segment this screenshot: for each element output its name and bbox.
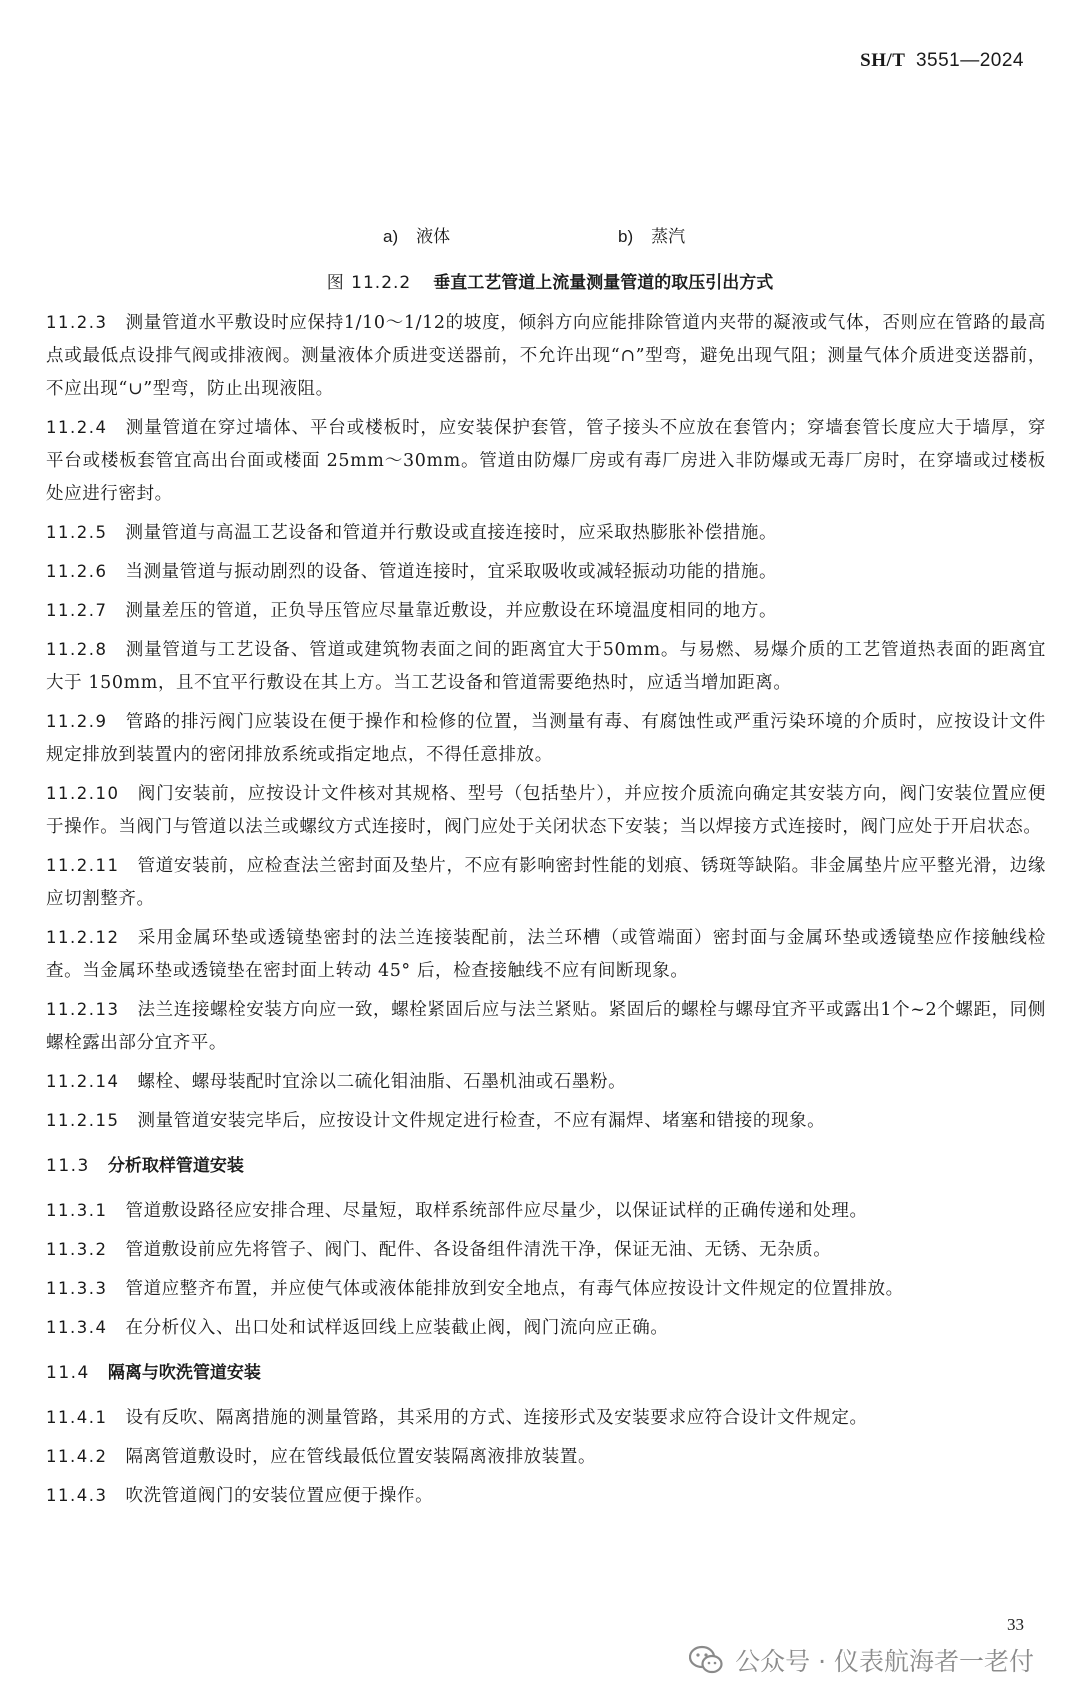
watermark-text: 公众号 · 仪表航海者一老付: [735, 1647, 1034, 1676]
clause-text: 测量管道在穿过墙体、平台或楼板时，应安装保护套管，管子接头不应放在套管内；穿墙套管长度应大于墙厚，穿平台或楼板套管宜高出台面或楼面 25mm～30mm。管道由防爆厂房或有毒厂房进入非防爆或无毒厂房时，在穿墙或过楼板处应进行密封。: [46, 418, 1046, 504]
figure-title-text: 垂直工艺管道上流量测量管道的取压引出方式: [433, 273, 774, 293]
clause-number: 11.2.10: [46, 784, 120, 803]
clause-number: 11.4.2: [46, 1447, 108, 1466]
clause-text: 管道敷设路径应安排合理、尽量短，取样系统部件应尽量少，以保证试样的正确传递和处理。: [125, 1201, 868, 1221]
clause-number: 11.2.5: [46, 523, 108, 542]
clause-number: 11.2.13: [46, 1000, 120, 1019]
clause-paragraph: [46, 516, 1046, 550]
clause-number: 11.2.8: [46, 640, 108, 659]
standard-prefix: SH/T: [860, 50, 906, 71]
clause-text: 测量管道水平敷设时应保持1/10～1/12的坡度，倾斜方向应能排除管道内夹带的凝液或气体，否则应在管路的最高点或最低点设排气阀或排液阀。测量液体介质进变送器前，不允许出现“∩”型弯，避免出现气阻；测量气体介质进变送器前，不应出现“∪”型弯，防止出现液阻。: [46, 313, 1046, 399]
standard-code: [860, 50, 1024, 72]
clause-text: 阀门安装前，应按设计文件核对其规格、型号（包括垫片），并应按介质流向确定其安装方向，阀门安装位置应便于操作。当阀门与管道以法兰或螺纹方式连接时，阀门应处于关闭状态下安装；当以焊接方式连接时，阀门应处于开启状态。: [46, 784, 1046, 837]
clause-text: 管道敷设前应先将管子、阀门、配件、各设备组件清洗干净，保证无油、无锈、无杂质。: [125, 1240, 832, 1260]
clause-text: 在分析仪入、出口处和试样返回线上应装截止阀，阀门流向应正确。: [125, 1318, 669, 1338]
clause-number: 11.3.1: [46, 1201, 108, 1220]
section-heading-11-4: [46, 1358, 1046, 1388]
clause-text: 测量差压的管道，正负导压管应尽量靠近敷设，并应敷设在环境温度相同的地方。: [125, 601, 778, 621]
clause-number: 11.2.9: [46, 712, 108, 731]
clause-number: 11.2.4: [46, 418, 108, 437]
clause-paragraph: [46, 1479, 1046, 1513]
figure-number: 图 11.2.2: [326, 273, 412, 293]
clause-paragraph: [46, 1401, 1046, 1435]
clause-paragraph: [46, 1440, 1046, 1474]
clause-paragraph: [46, 594, 1046, 628]
clause-text: 管道安装前，应检查法兰密封面及垫片，不应有影响密封性能的划痕、锈斑等缺陷。非金属垫片应平整光滑，边缘应切割整齐。: [46, 856, 1046, 909]
clause-number: 11.2.3: [46, 313, 108, 332]
clause-paragraph: [46, 1194, 1046, 1228]
caption-b-text: 蒸汽: [651, 227, 686, 247]
caption-a-text: 液体: [416, 227, 451, 247]
caption-b-key: b): [618, 227, 634, 246]
clause-list-11-3: [46, 1194, 1046, 1345]
clause-paragraph: [46, 1065, 1046, 1099]
clause-text: 法兰连接螺栓安装方向应一致，螺栓紧固后应与法兰紧贴。紧固后的螺栓与螺母宜齐平或露出1个~2个螺距，同侧螺栓露出部分宜齐平。: [46, 1000, 1046, 1053]
watermark: [689, 1642, 1034, 1678]
clause-number: 11.3.4: [46, 1318, 108, 1337]
clause-number: 11.2.14: [46, 1072, 120, 1091]
clause-number: 11.2.15: [46, 1111, 120, 1130]
clause-paragraph: [46, 555, 1046, 589]
page-number: 33: [1007, 1615, 1024, 1634]
clause-text: 吹洗管道阀门的安装位置应便于操作。: [125, 1486, 434, 1506]
section-title: 分析取样管道安装: [107, 1156, 244, 1176]
clause-text: 管路的排污阀门应装设在便于操作和检修的位置，当测量有毒、有腐蚀性或严重污染环境的介质时，应按设计文件规定排放到装置内的密闭排放系统或指定地点，不得任意排放。: [46, 712, 1046, 765]
clause-text: 隔离管道敷设时，应在管线最低位置安装隔离液排放装置。: [125, 1447, 597, 1467]
clause-text: 测量管道安装完毕后，应按设计文件规定进行检查，不应有漏焊、堵塞和错接的现象。: [137, 1111, 826, 1131]
clause-list-11-2: [46, 306, 1046, 1138]
clause-list-11-4: [46, 1401, 1046, 1513]
section-number: 11.3: [46, 1156, 90, 1176]
caption-a-key: a): [383, 227, 399, 246]
clause-paragraph: [46, 1272, 1046, 1306]
clause-paragraph: [46, 411, 1046, 511]
clause-number: 11.3.3: [46, 1279, 108, 1298]
standard-number: 3551—2024: [915, 50, 1024, 71]
clause-paragraph: [46, 705, 1046, 772]
section-heading-11-3: [46, 1151, 1046, 1181]
clause-text: 螺栓、螺母装配时宜涂以二硫化钼油脂、石墨机油或石墨粉。: [137, 1072, 627, 1092]
clause-number: 11.3.2: [46, 1240, 108, 1259]
clause-number: 11.4.3: [46, 1486, 108, 1505]
section-title: 隔离与吹洗管道安装: [107, 1363, 261, 1383]
caption-b: [618, 222, 685, 247]
clause-paragraph: [46, 1311, 1046, 1345]
clause-paragraph: [46, 849, 1046, 916]
document-body: [46, 306, 1046, 1518]
clause-paragraph: [46, 1104, 1046, 1138]
clause-paragraph: [46, 633, 1046, 700]
clause-number: 11.2.11: [46, 856, 120, 875]
clause-text: 当测量管道与振动剧烈的设备、管道连接时，宜采取吸收或减轻振动功能的措施。: [125, 562, 778, 582]
clause-number: 11.2.7: [46, 601, 108, 620]
wechat-icon: [689, 1645, 723, 1675]
clause-paragraph: [46, 1233, 1046, 1267]
section-number: 11.4: [46, 1363, 90, 1383]
clause-paragraph: [46, 777, 1046, 844]
clause-paragraph: [46, 921, 1046, 988]
figure-title: [0, 268, 1080, 293]
clause-text: 管道应整齐布置，并应使气体或液体能排放到安全地点，有毒气体应按设计文件规定的位置排放。: [125, 1279, 904, 1299]
clause-paragraph: [46, 306, 1046, 406]
clause-text: 测量管道与高温工艺设备和管道并行敷设或直接连接时，应采取热膨胀补偿措施。: [125, 523, 778, 543]
clause-text: 设有反吹、隔离措施的测量管路，其采用的方式、连接形式及安装要求应符合设计文件规定。: [125, 1408, 868, 1428]
clause-number: 11.2.12: [46, 928, 120, 947]
clause-number: 11.2.6: [46, 562, 108, 581]
clause-paragraph: [46, 993, 1046, 1060]
clause-text: 采用金属环垫或透镜垫密封的法兰连接装配前，法兰环槽（或管端面）密封面与金属环垫或透镜垫应作接触线检查。当金属环垫或透镜垫在密封面上转动 45° 后，检查接触线不应有间断现象。: [46, 928, 1046, 981]
caption-a: [383, 222, 450, 247]
clause-number: 11.4.1: [46, 1408, 108, 1427]
clause-text: 测量管道与工艺设备、管道或建筑物表面之间的距离宜大于50mm。与易燃、易爆介质的工艺管道热表面的距离宜大于 150mm，且不宜平行敷设在其上方。当工艺设备和管道需要绝热时，应适当增加距离。: [46, 640, 1046, 693]
